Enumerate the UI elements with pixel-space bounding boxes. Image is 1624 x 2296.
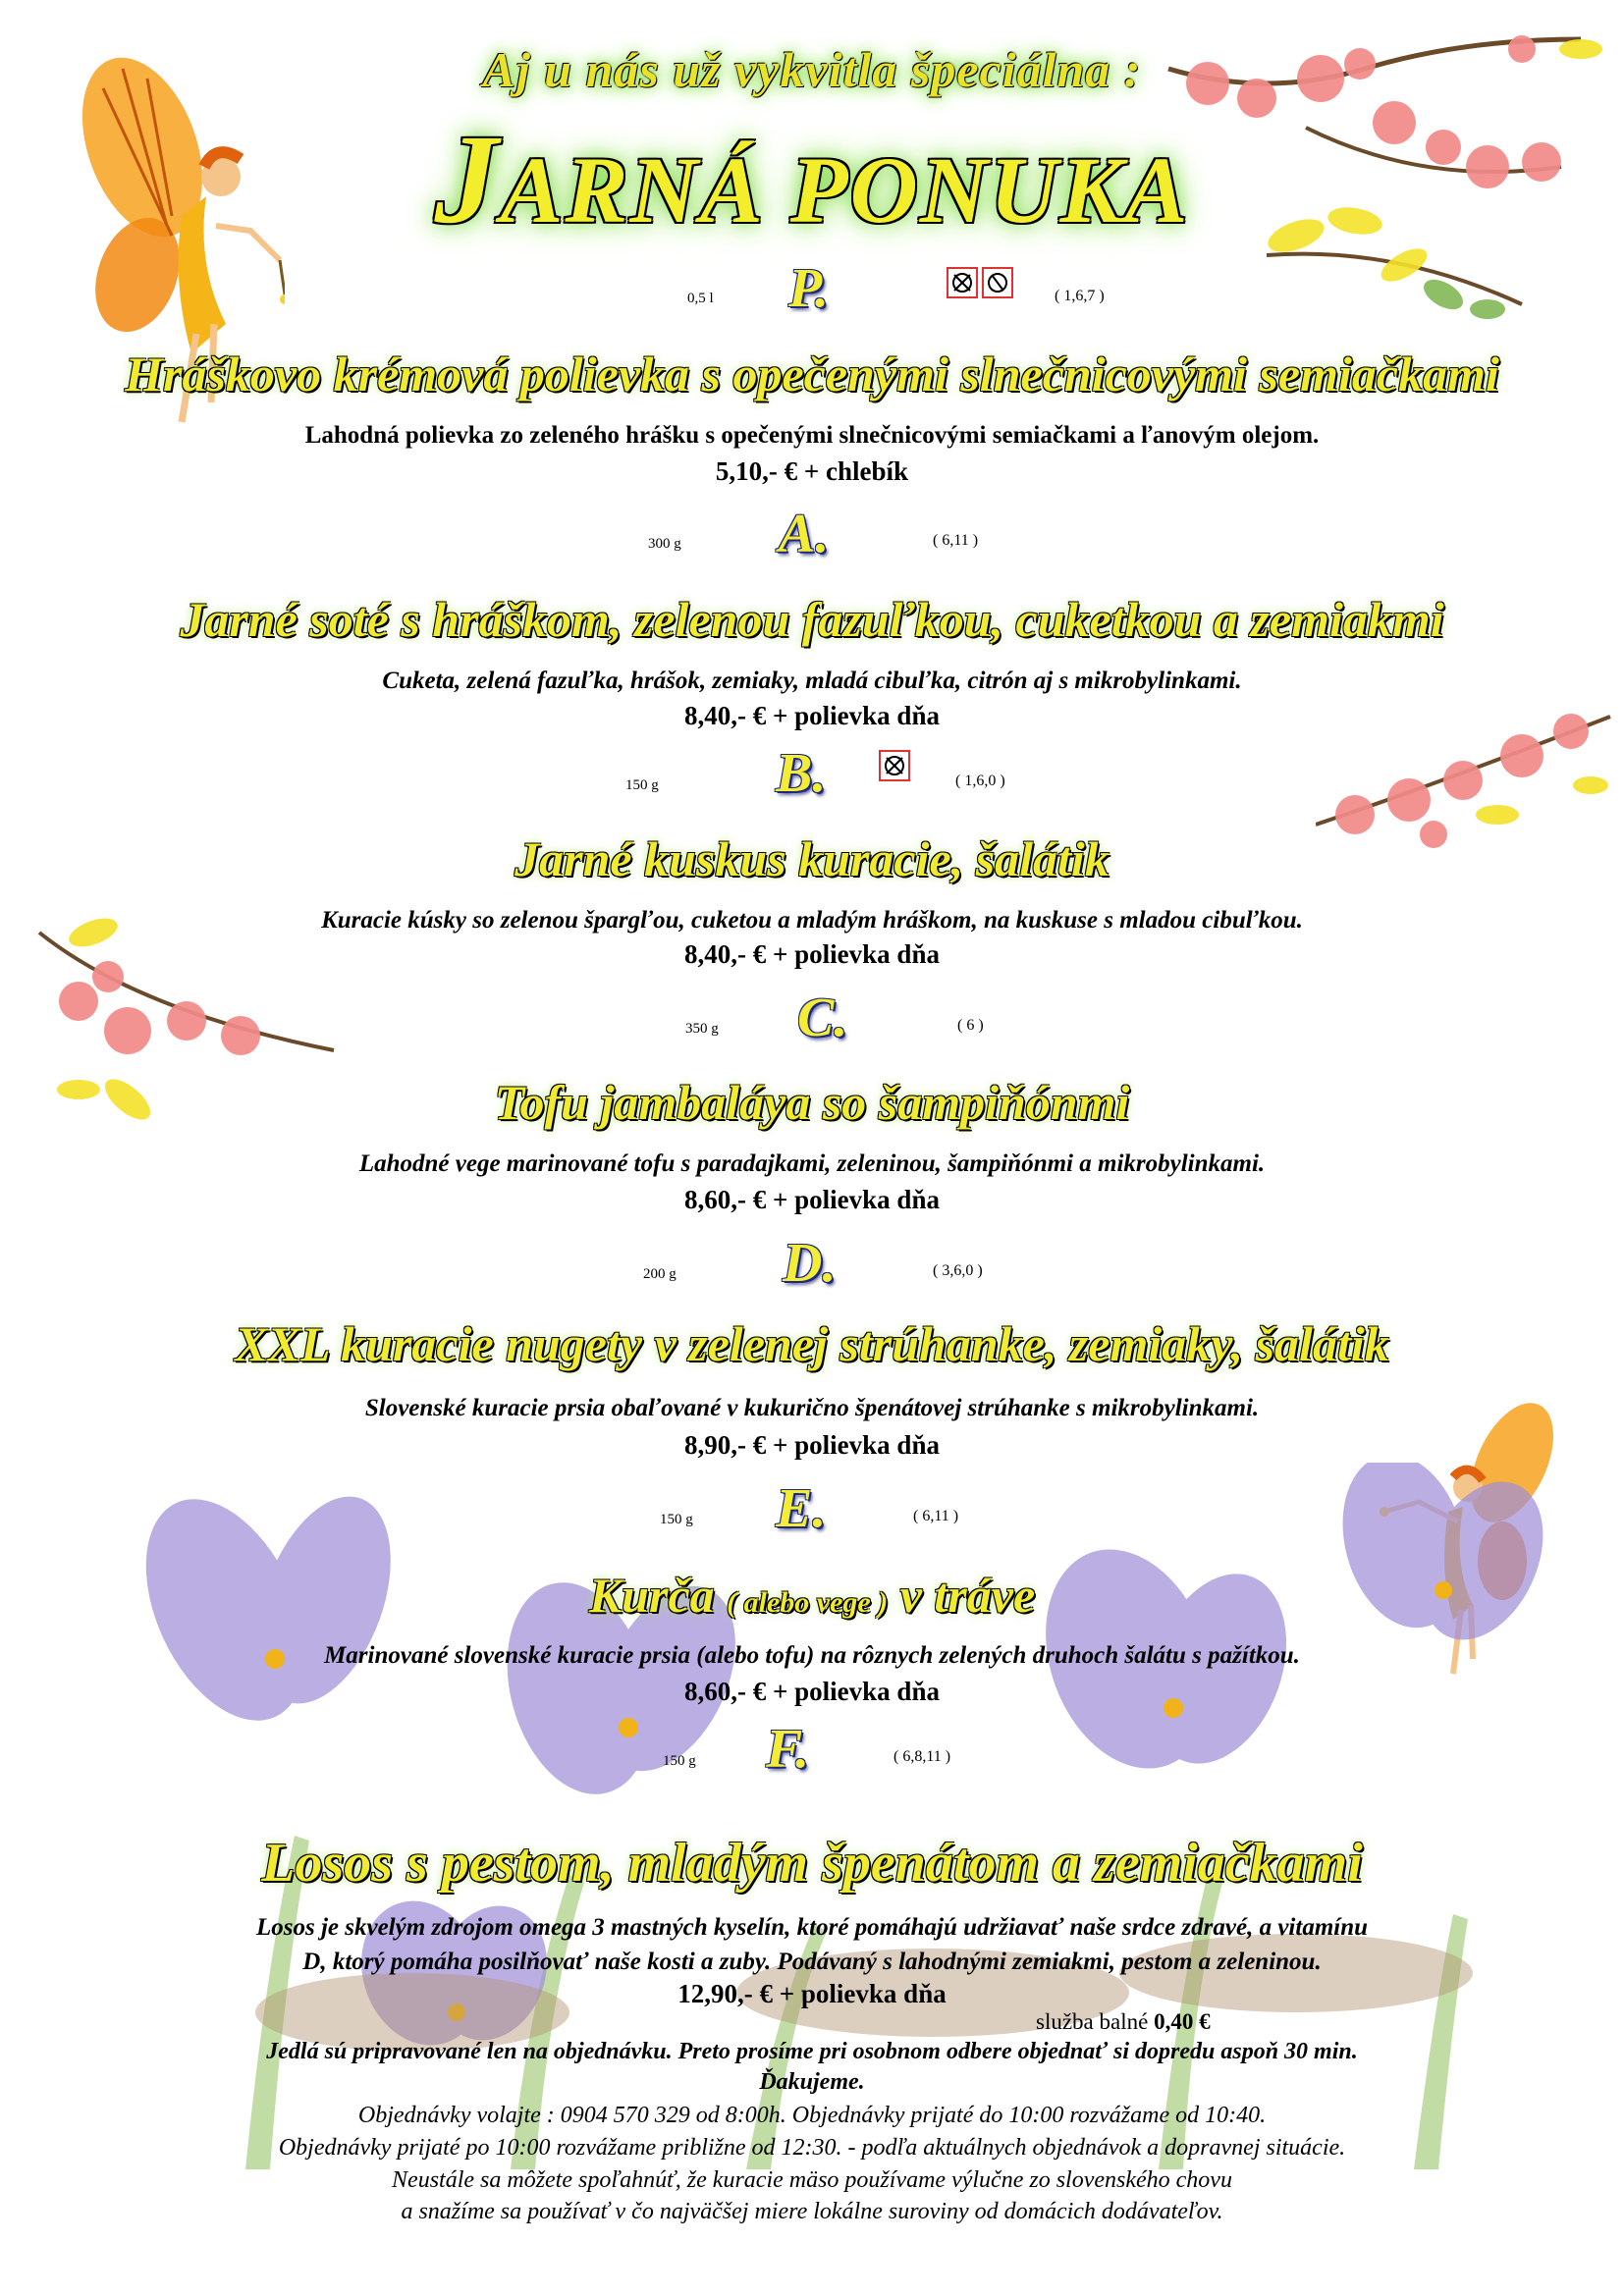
weight-label: 300 g — [648, 536, 681, 552]
dish-description: Marinované slovenské kuracie prsia (alebo tofu) na rôznych zelených druhoch šalátu s pažítkou. — [324, 1642, 1300, 1669]
no-gluten-icon — [879, 750, 910, 781]
dish-name-part: Kurča — [588, 1568, 715, 1623]
dish-name — [0, 1567, 1624, 1624]
packaging-fee-label: služba balné — [1036, 2009, 1149, 2034]
item-letter: A. — [779, 504, 830, 564]
allergens-label: ( 6,11 ) — [913, 1508, 959, 1524]
dish-name: Hráškovo krémová polievka s opečenými slnečnicovými semiačkami — [125, 347, 1499, 401]
packaging-fee — [1036, 2009, 1211, 2035]
dish-price: 8,40,- € + polievka dňa — [684, 939, 940, 969]
dish-price: 8,60,- € + polievka dňa — [684, 1185, 940, 1214]
item-letter: F. — [766, 1719, 810, 1780]
item-letter: P. — [788, 258, 829, 319]
dish-description: D, ktorý pomáha posilňovať naše kosti a zuby. Podávaný s lahodnými zemiakmi, pestom a zeleninou. — [302, 1949, 1322, 1975]
dish-name: Losos s pestom, mladým špenátom a zemiačkami — [261, 1833, 1363, 1894]
allergens-label: ( 6,11 ) — [933, 532, 979, 549]
dish-description: Slovenské kuracie prsia obaľované v kukurično špenátovej strúhanke s mikrobylinkami. — [364, 1395, 1260, 1421]
weight-label: 150 g — [663, 1753, 696, 1769]
allergens-label: ( 3,6,0 ) — [933, 1262, 983, 1279]
allergens-label: ( 1,6,0 ) — [955, 773, 1005, 789]
page-title-rest: ARNÁ PONUKA — [500, 137, 1190, 242]
dish-name: Jarné soté s hráškom, zelenou fazuľkou, cuketkou a zemiakmi — [180, 592, 1444, 647]
dish-description: Kuracie kúsky so zelenou špargľou, cuketou a mladým hráškom, na kuskuse s mladou cibuľkou. — [321, 907, 1303, 934]
dish-name: Tofu jambaláya so šampiňónmi — [494, 1075, 1130, 1130]
order-info-delivery: Objednávky prijaté po 10:00 rozvážame približne od 12:30. - podľa aktuálnych objednávok a dopravnej situácie. — [278, 2135, 1346, 2161]
item-letter: B. — [776, 743, 827, 804]
no-gluten-icon — [947, 267, 978, 298]
packaging-fee-price: 0,40 € — [1154, 2009, 1211, 2034]
no-milk-icon — [982, 267, 1013, 298]
dish-price: 5,10,- € + chlebík — [715, 456, 909, 486]
page-title-initial: J — [434, 109, 501, 250]
page-title — [0, 106, 1624, 253]
sourcing-note-2: a snažíme sa používať v čo najväčšej miere lokálne suroviny od domácich dodávateľov. — [401, 2199, 1223, 2224]
weight-label: 350 g — [685, 1021, 719, 1037]
dish-name-part: v tráve — [899, 1568, 1036, 1623]
dish-name: XXL kuracie nugety v zelenej strúhanke, zemiaky, šalátik — [235, 1316, 1389, 1371]
dish-price: 8,60,- € + polievka dňa — [684, 1677, 940, 1706]
dish-price: 8,40,- € + polievka dňa — [684, 701, 940, 730]
dish-price: 8,90,- € + polievka dňa — [684, 1430, 940, 1460]
dish-name: Jarné kuskus kuracie, šalátik — [514, 831, 1110, 886]
dish-name-variant: ( alebo vege ) — [727, 1586, 889, 1619]
tagline: Aj u nás už vykvitla špeciálna : — [482, 42, 1142, 97]
item-letter: C. — [797, 988, 848, 1048]
dish-description: Lahodná polievka zo zeleného hrášku s opečenými slnečnicovými semiačkami a ľanovým olejom. — [304, 422, 1320, 449]
dish-price: 12,90,- € + polievka dňa — [677, 1979, 947, 2008]
thanks-note: Ďakujeme. — [759, 2069, 865, 2095]
weight-label: 200 g — [643, 1266, 677, 1282]
dish-description: Cuketa, zelená fazuľka, hrášok, zemiaky, mladá cibuľka, citrón aj s mikrobylinkami. — [382, 667, 1242, 694]
dish-description: Lahodné vege marinované tofu s paradajkami, zeleninou, šampiňónmi a mikrobylinkami. — [358, 1150, 1266, 1177]
item-letter: E. — [776, 1478, 827, 1539]
weight-label: 150 g — [625, 777, 659, 793]
weight-label: 0,5 l — [687, 291, 714, 306]
order-info-phone: Objednávky volajte : 0904 570 329 od 8:00h. Objednávky prijaté do 10:00 rozvážame od 10:40. — [357, 2103, 1267, 2128]
sourcing-note: Neustále sa môžete spoľahnúť, že kuracie mäso používame výlučne zo slovenského chovu — [392, 2167, 1232, 2193]
allergens-label: ( 6 ) — [957, 1017, 984, 1034]
allergens-label: ( 1,6,7 ) — [1055, 288, 1105, 304]
weight-label: 150 g — [660, 1512, 693, 1527]
order-note: Jedlá sú pripravované len na objednávku. Preto prosíme pri osobnom odbere objednať si dopredu aspoň 30 min. — [266, 2039, 1358, 2064]
dish-description: Losos je skvelým zdrojom omega 3 mastných kyselín, ktoré pomáhajú udržiavať naše srdce zdravé, a vitamínu — [255, 1914, 1369, 1941]
item-letter: D. — [783, 1233, 837, 1294]
allergens-label: ( 6,8,11 ) — [893, 1748, 951, 1765]
